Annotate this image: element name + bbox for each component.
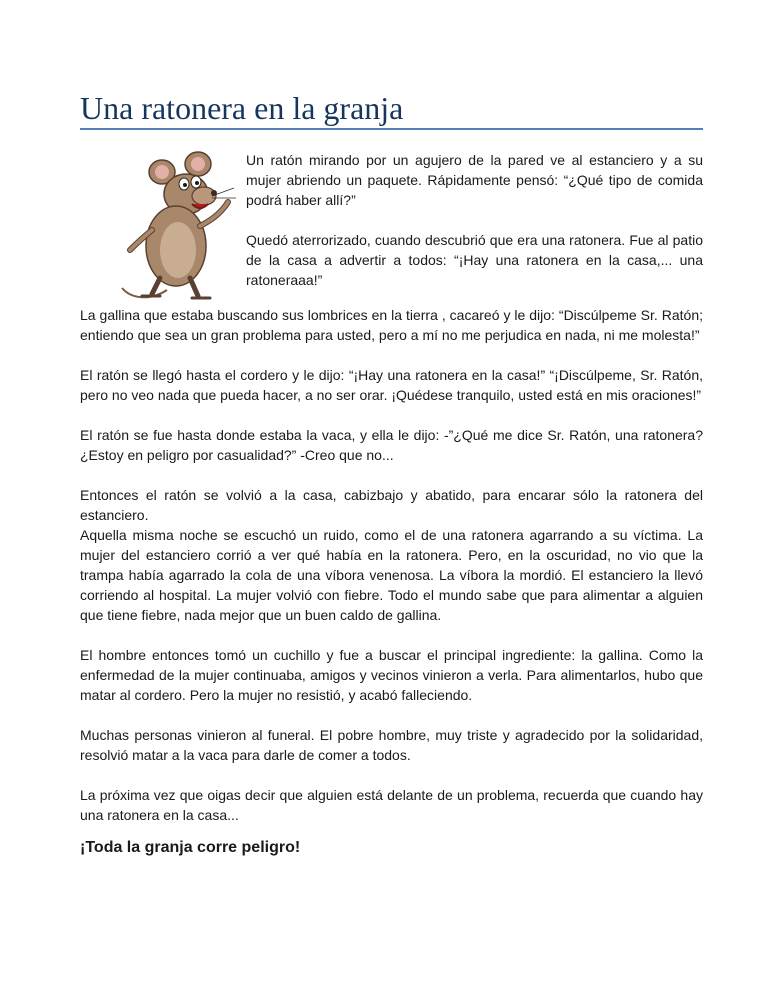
intro-paragraph: Quedó aterrorizado, cuando descubrió que era una ratonera. Fue al patio de la casa a advertir a todos: “¡Hay una ratonera en la casa,... una ratoneraaa!” <box>246 232 703 288</box>
mouse-illustration-icon <box>112 150 247 305</box>
story-body <box>80 305 703 879</box>
story-paragraph: El ratón se fue hasta donde estaba la vaca, y ella le dijo: -”¿Qué me dice Sr. Ratón, una ratonera? ¿Estoy en peligro por casualidad?” -Creo que no... <box>80 427 703 463</box>
story-paragraph: La próxima vez que oigas decir que alguien está delante de un problema, recuerda que cuando hay una ratonera en la casa... <box>80 787 703 823</box>
story-paragraph: Aquella misma noche se escuchó un ruido, como el de una ratonera agarrando a su víctima. La mujer del estanciero corrió a ver qué había en la ratonera. Pero, en la oscuridad, no vio que la trampa había agarrado la cola de una víbora venenosa. La víbora la mordió. El estanciero la llevó corriendo al hospital. La mujer volvió con fiebre. Todo el mundo sabe que para alimentar a alguien que tiene fiebre, nada mejor que un buen caldo de gallina. <box>80 527 703 623</box>
intro-text <box>246 150 703 290</box>
document-title: Una ratonera en la granja <box>80 90 404 126</box>
closing-line: ¡Toda la granja corre peligro! <box>80 839 301 856</box>
title-underline <box>80 128 703 130</box>
story-paragraph: La gallina que estaba buscando sus lombrices en la tierra , cacareó y le dijo: “Discúlpeme Sr. Ratón; entiendo que sea un gran problema para usted, pero a mí no me perjudica en nada, ni me molesta!” <box>80 307 703 343</box>
story-paragraph: Muchas personas vinieron al funeral. El pobre hombre, muy triste y agradecido por la solidaridad, resolvió matar a la vaca para darle de comer a todos. <box>80 727 703 763</box>
story-paragraph: El hombre entonces tomó un cuchillo y fue a buscar el principal ingrediente: la gallina. Como la enfermedad de la mujer continuaba, amigos y vecinos vinieron a verla. Para alimentarlos, hubo que matar al cordero. Pero la mujer no resistió, y acabó falleciendo. <box>80 647 703 703</box>
story-paragraph: El ratón se llegó hasta el cordero y le dijo: “¡Hay una ratonera en la casa!” “¡Discúlpeme, Sr. Ratón, pero no veo nada que pueda hacer, a no ser orar. ¡Quédese tranquilo, usted está en mis oraciones!” <box>80 367 703 403</box>
story-paragraph: Entonces el ratón se volvió a la casa, cabizbajo y abatido, para encarar sólo la ratonera del estanciero. <box>80 487 703 523</box>
intro-paragraph: Un ratón mirando por un agujero de la pared ve al estanciero y a su mujer abriendo un paquete. Rápidamente pensó: “¿Qué tipo de comida podrá haber allí?” <box>246 152 703 208</box>
